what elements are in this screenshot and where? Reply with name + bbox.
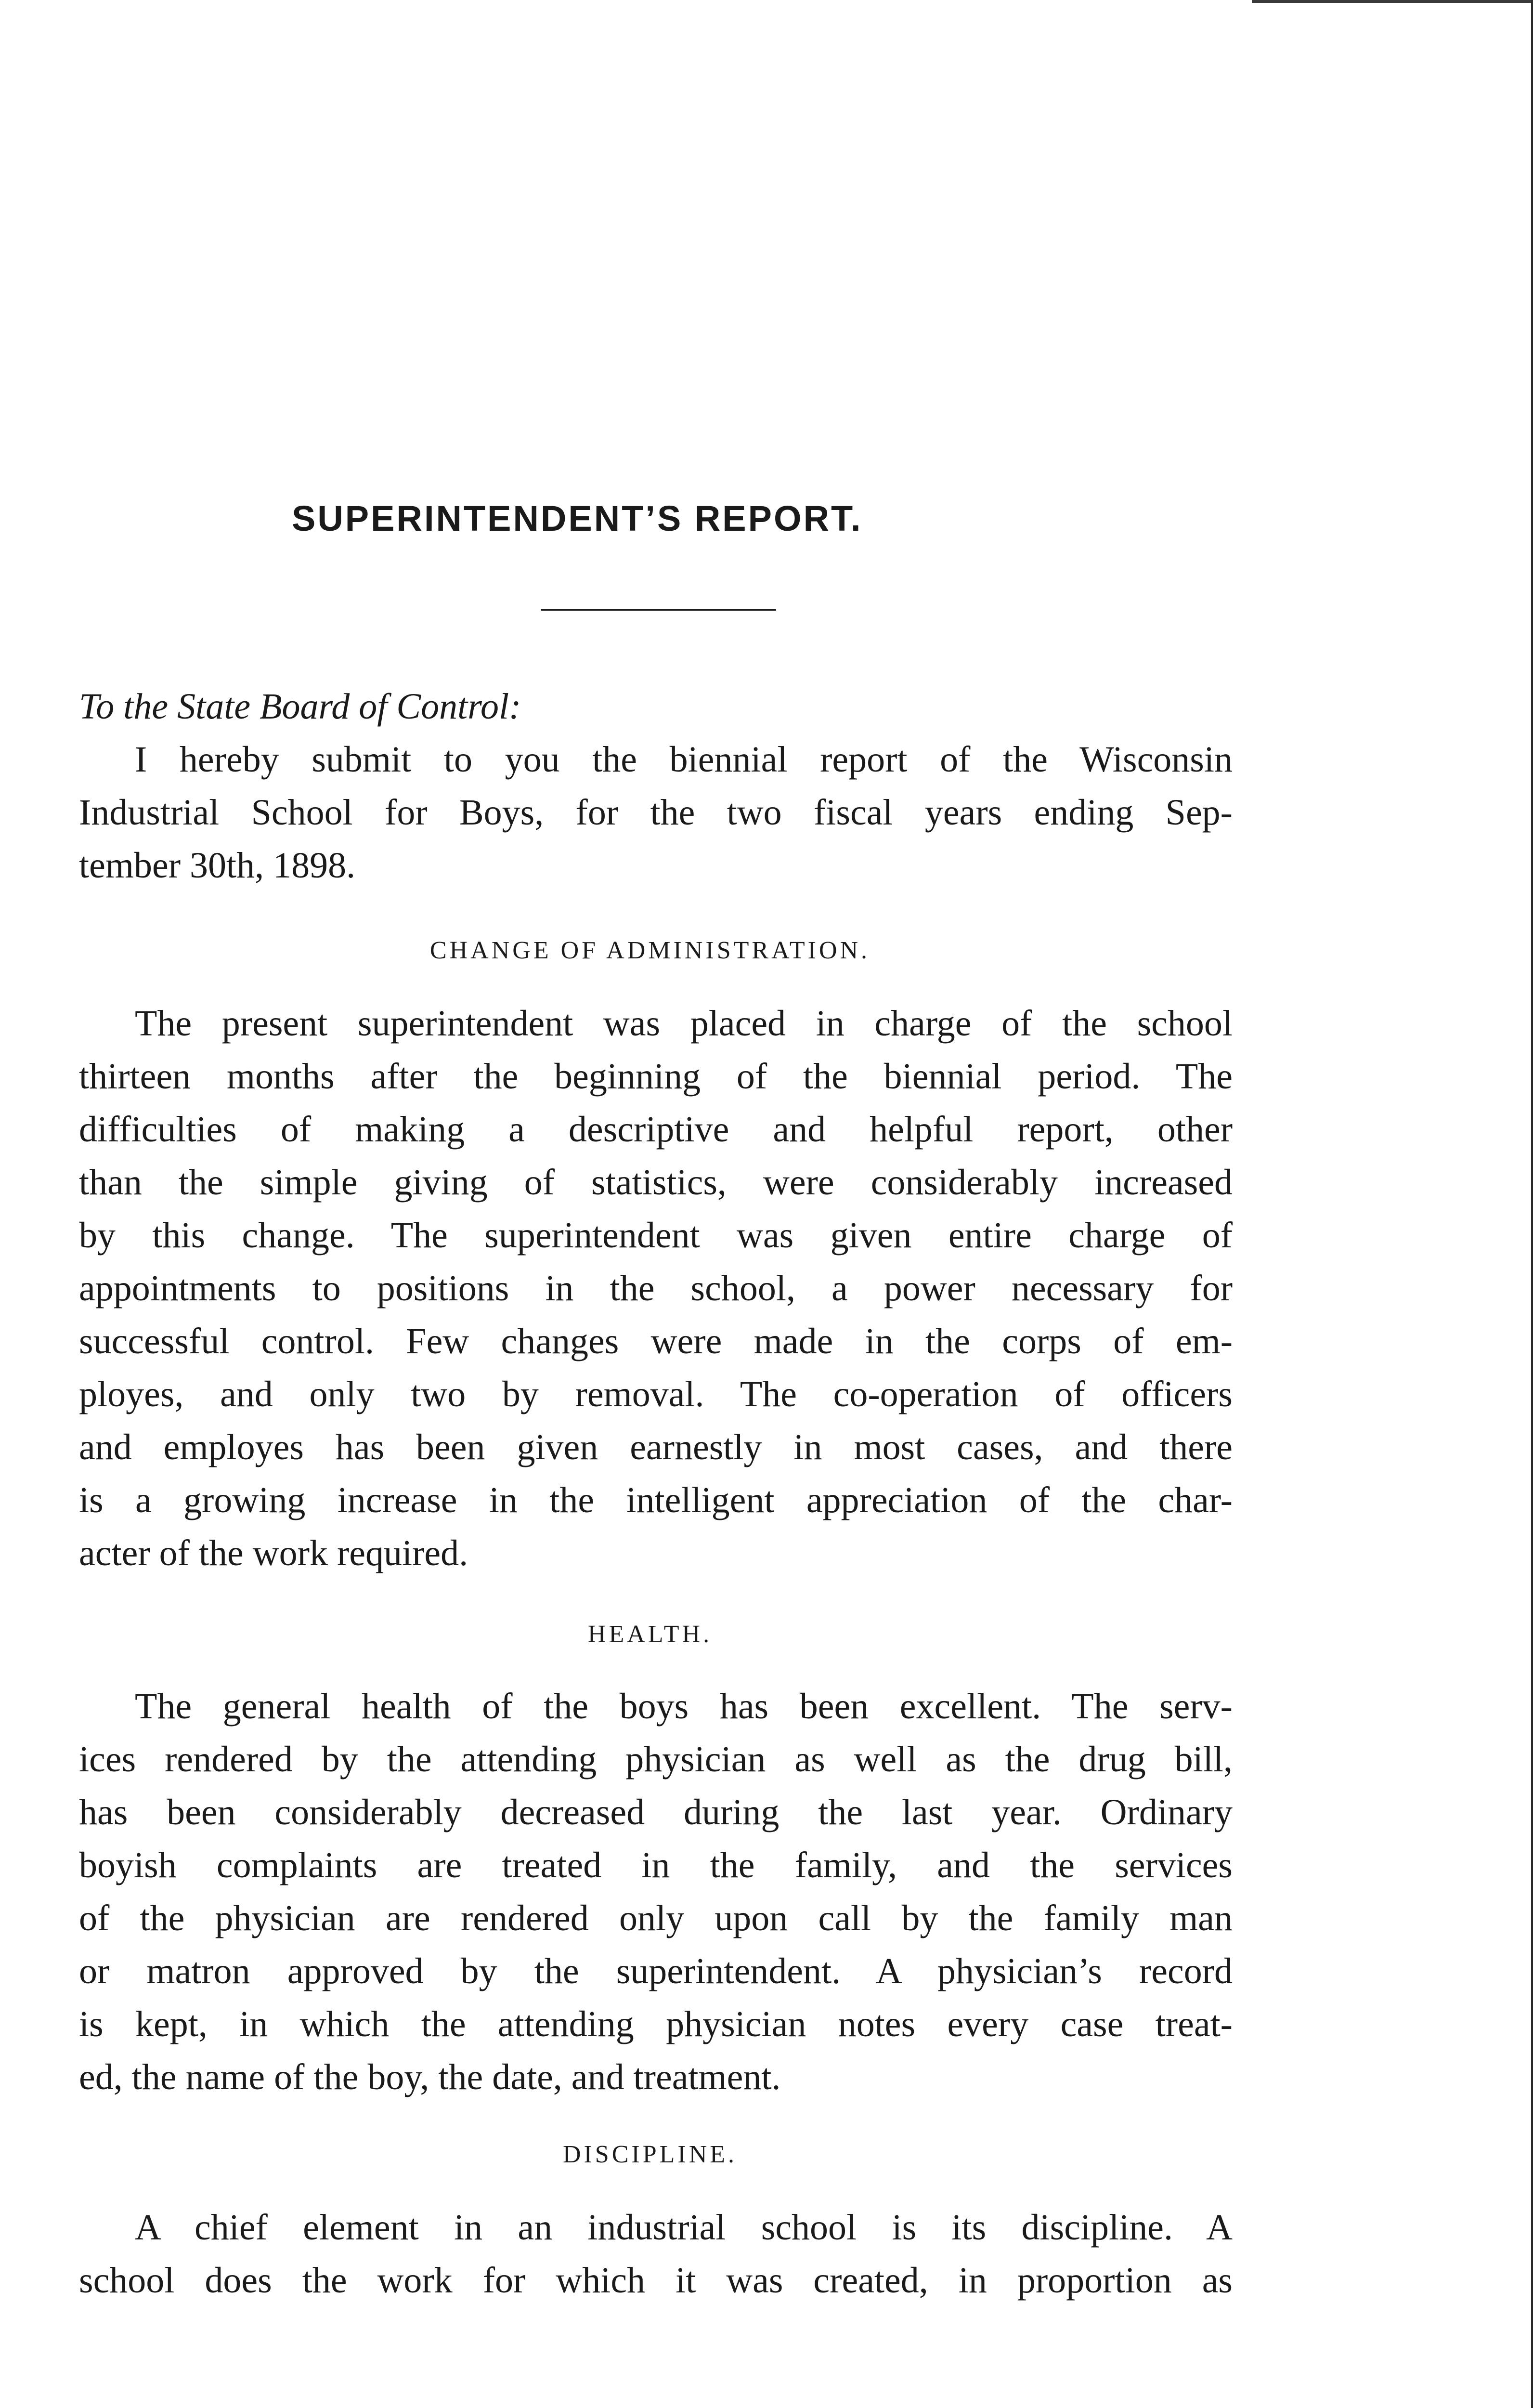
paragraph-line: tember 30th, 1898. — [79, 845, 356, 886]
page-top-edge — [1252, 0, 1533, 3]
paragraph-line: of the physician are rendered only upon call by the family man — [79, 1898, 1233, 1938]
paragraph-line: I hereby submit to you the biennial report of the Wisconsin — [135, 739, 1233, 780]
paragraph-line: boyish complaints are treated in the family, and the services — [79, 1845, 1233, 1885]
discipline-paragraph — [79, 2201, 1233, 2307]
paragraph-line: successful control. Few changes were made in the corps of em- — [79, 1321, 1233, 1361]
title-rule — [541, 609, 776, 611]
paragraph-line: ices rendered by the attending physician as well as the drug bill, — [79, 1739, 1233, 1780]
paragraph-line: appointments to positions in the school, a power necessary for — [79, 1268, 1233, 1309]
paragraph-line: school does the work for which it was created, in proportion as — [79, 2260, 1233, 2301]
section-heading-discipline: DISCIPLINE. — [562, 2141, 738, 2168]
page-title: SUPERINTENDENT’S REPORT. — [292, 498, 863, 538]
paragraph-line: The general health of the boys has been excellent. The serv- — [135, 1686, 1233, 1727]
paragraph-line: difficulties of making a descriptive and helpful report, other — [79, 1109, 1233, 1150]
administration-paragraph — [79, 997, 1233, 1580]
paragraph-line: acter of the work required. — [79, 1533, 468, 1573]
paragraph-line: and employes has been given earnestly in most cases, and there — [79, 1427, 1233, 1467]
salutation: To the State Board of Control: — [79, 686, 521, 727]
paragraph-line: by this change. The superintendent was given entire charge of — [79, 1215, 1233, 1256]
paragraph-line: ployes, and only two by removal. The co-operation of officers — [79, 1374, 1233, 1414]
health-paragraph — [79, 1680, 1233, 2104]
intro-paragraph — [79, 733, 1233, 892]
paragraph-line: or matron approved by the superintendent. A physician’s record — [79, 1951, 1233, 1991]
paragraph-line: is kept, in which the attending physician notes every case treat- — [79, 2004, 1233, 2044]
paragraph-line: Industrial School for Boys, for the two fiscal years ending Sep- — [79, 792, 1233, 833]
paragraph-line: A chief element in an industrial school is its discipline. A — [135, 2207, 1233, 2248]
section-heading-health: HEALTH. — [587, 1621, 713, 1648]
paragraph-line: is a growing increase in the intelligent appreciation of the char- — [79, 1480, 1233, 1520]
paragraph-line: than the simple giving of statistics, were considerably increased — [79, 1162, 1233, 1203]
paragraph-line: ed, the name of the boy, the date, and treatment. — [79, 2057, 781, 2097]
section-heading-administration: CHANGE OF ADMINISTRATION. — [429, 937, 870, 964]
page-right-edge — [1531, 0, 1533, 2408]
paragraph-line: thirteen months after the beginning of the biennial period. The — [79, 1056, 1233, 1097]
paragraph-line: The present superintendent was placed in charge of the school — [135, 1003, 1233, 1044]
paragraph-line: has been considerably decreased during the last year. Ordinary — [79, 1792, 1233, 1832]
